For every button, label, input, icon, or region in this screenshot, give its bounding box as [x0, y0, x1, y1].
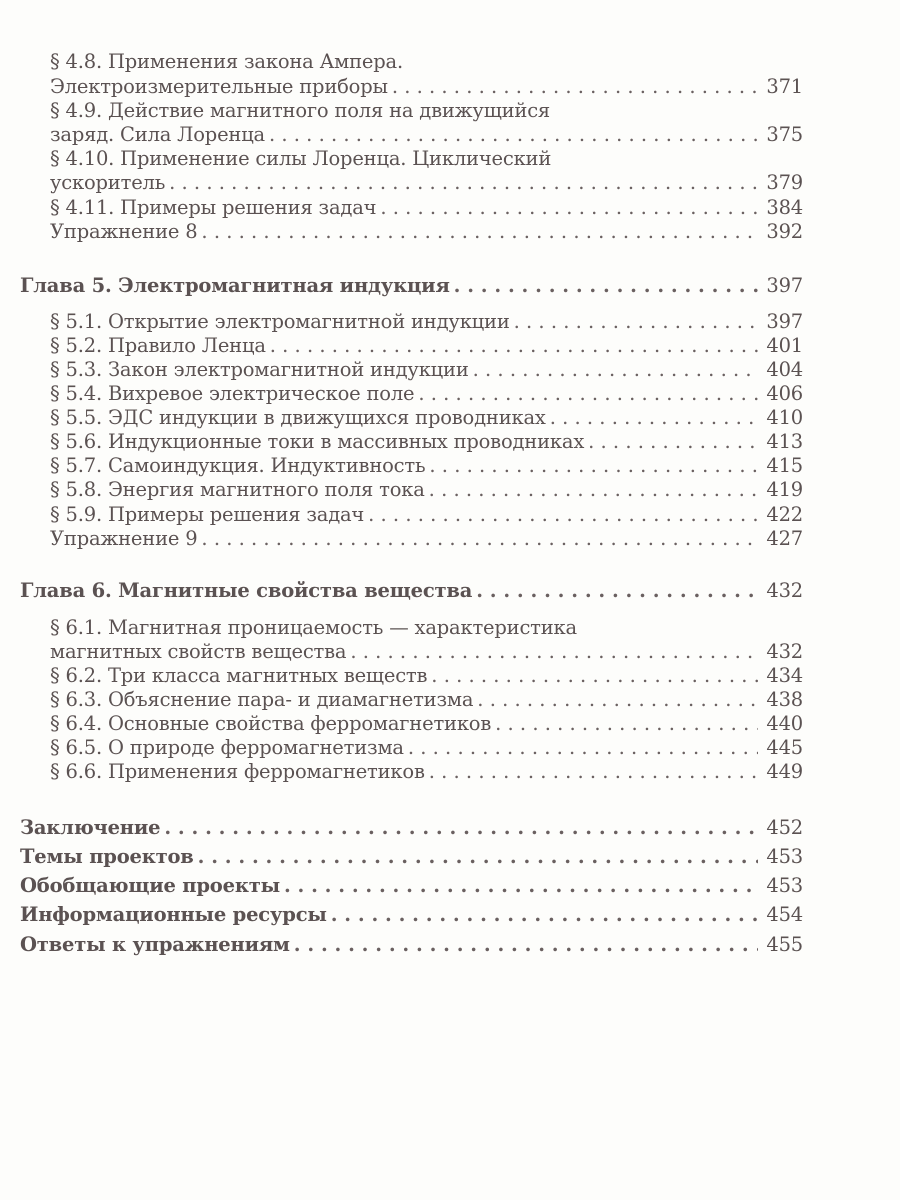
- toc-section-entry: [0, 357, 803, 383]
- dot-leader: [495, 711, 758, 737]
- dot-leader: [380, 195, 758, 221]
- toc-chapter-entry: [0, 902, 803, 928]
- toc-section-entry: [0, 429, 803, 455]
- page-number: 401: [766, 334, 803, 357]
- dot-leader: [201, 526, 758, 552]
- page-number: 384: [766, 196, 803, 219]
- toc-chapter-entry: [0, 844, 803, 870]
- dot-leader: [473, 357, 759, 383]
- toc-entry-first-line: [0, 98, 803, 124]
- page-number: 453: [766, 874, 803, 897]
- toc-chapter-entry: [0, 273, 803, 299]
- dot-leader: [270, 333, 759, 359]
- toc-section-entry: [0, 333, 803, 359]
- dot-leader: [408, 735, 759, 761]
- toc-entry-first-line: [0, 49, 803, 75]
- dot-leader: [454, 273, 759, 299]
- dot-leader: [429, 453, 758, 479]
- toc-section-entry: [0, 759, 803, 785]
- toc-section-entry: [0, 639, 803, 665]
- page-number: 397: [766, 310, 803, 333]
- toc-section-entry: [0, 74, 803, 100]
- dot-leader: [418, 381, 758, 407]
- page-number: 432: [766, 640, 803, 663]
- toc-chapter-entry: [0, 932, 803, 958]
- page-number: 397: [766, 274, 803, 297]
- page-number: 453: [766, 845, 803, 868]
- dot-leader: [429, 477, 759, 503]
- toc-section-entry: [0, 195, 803, 221]
- toc-entry-title: § 5.2. Правило Ленца: [50, 334, 266, 357]
- toc-entry-title: § 4.10. Применение силы Лоренца. Циклический: [50, 147, 552, 170]
- dot-leader: [284, 873, 758, 899]
- dot-leader: [476, 578, 758, 604]
- toc-entry-title: § 5.8. Энергия магнитного поля тока: [50, 478, 425, 501]
- toc-entry-title: § 6.4. Основные свойства ферромагнетиков: [50, 712, 492, 735]
- dot-leader: [201, 219, 758, 245]
- toc-section-entry: [0, 122, 803, 148]
- toc-section-entry: [0, 453, 803, 479]
- toc-section-entry: [0, 711, 803, 737]
- toc-entry-title: § 6.6. Применения ферромагнетиков: [50, 760, 425, 783]
- toc-entry-title: § 6.2. Три класса магнитных веществ: [50, 664, 428, 687]
- toc-entry-title: § 5.4. Вихревое электрическое поле: [50, 382, 415, 405]
- dot-leader: [477, 687, 758, 713]
- page-number: 379: [766, 171, 803, 194]
- page-number: 452: [766, 816, 803, 839]
- toc-section-entry: [0, 381, 803, 407]
- toc-chapter-entry: [0, 578, 803, 604]
- toc-entry-title: § 5.1. Открытие электромагнитной индукции: [50, 310, 510, 333]
- toc-entry-title: § 4.11. Примеры решения задач: [50, 196, 377, 219]
- toc-entry-title: § 4.8. Применения закона Ампера.: [50, 50, 403, 73]
- toc-entry-first-line: [0, 615, 803, 641]
- toc-section-entry: [0, 663, 803, 689]
- toc-entry-title: Упражнение 8: [50, 220, 198, 243]
- page-number: 455: [766, 933, 803, 956]
- page-number: 410: [766, 406, 803, 429]
- dot-leader: [368, 502, 758, 528]
- page-number: 434: [766, 664, 803, 687]
- page-number: 449: [766, 760, 803, 783]
- page-number: 427: [766, 527, 803, 550]
- dot-leader: [429, 759, 759, 785]
- toc-section-entry: [0, 687, 803, 713]
- toc-section-entry: [0, 405, 803, 431]
- page-number: 375: [766, 123, 803, 146]
- toc-section-entry: [0, 735, 803, 761]
- dot-leader: [269, 122, 758, 148]
- toc-entry-title: магнитных свойств вещества: [50, 640, 347, 663]
- toc-entry-title: Обобщающие проекты: [20, 874, 280, 897]
- toc-entry-title: § 5.5. ЭДС индукции в движущихся проводниках: [50, 406, 546, 429]
- toc-entry-title: Электроизмерительные приборы: [50, 75, 388, 98]
- toc-section-entry: [0, 309, 803, 335]
- dot-leader: [588, 429, 758, 455]
- dot-leader: [514, 309, 759, 335]
- page-number: 454: [766, 903, 803, 926]
- page-number: 440: [766, 712, 803, 735]
- page-number: 419: [766, 478, 803, 501]
- page-number: 445: [766, 736, 803, 759]
- toc-entry-title: заряд. Сила Лоренца: [50, 123, 265, 146]
- page-number: 438: [766, 688, 803, 711]
- toc-entry-title: § 5.3. Закон электромагнитной индукции: [50, 358, 469, 381]
- dot-leader: [164, 815, 758, 841]
- toc-entry-title: § 5.6. Индукционные токи в массивных проводниках: [50, 430, 585, 453]
- toc-entry-title: Ответы к упражнениям: [20, 933, 290, 956]
- dot-leader: [550, 405, 759, 431]
- dot-leader: [431, 663, 758, 689]
- toc-entry-title: § 6.1. Магнитная проницаемость — характеристика: [50, 616, 577, 639]
- toc-entry-title: § 6.3. Объяснение пара- и диамагнетизма: [50, 688, 474, 711]
- dot-leader: [198, 844, 759, 870]
- dot-leader: [294, 932, 759, 958]
- toc-section-entry: [0, 502, 803, 528]
- page-number: 422: [766, 503, 803, 526]
- toc-entry-title: § 6.5. О природе ферромагнетизма: [50, 736, 404, 759]
- page-number: 406: [766, 382, 803, 405]
- toc-entry-title: § 5.9. Примеры решения задач: [50, 503, 365, 526]
- toc-entry-title: Заключение: [20, 816, 161, 839]
- page-number: 432: [766, 579, 803, 602]
- toc-entry-title: Упражнение 9: [50, 527, 198, 550]
- toc-entry-title: ускоритель: [50, 171, 166, 194]
- page-number: 415: [766, 454, 803, 477]
- page-number: 413: [766, 430, 803, 453]
- toc-entry-title: Информационные ресурсы: [20, 903, 327, 926]
- dot-leader: [350, 639, 758, 665]
- toc-entry-title: § 5.7. Самоиндукция. Индуктивность: [50, 454, 426, 477]
- toc-entry-title: Глава 6. Магнитные свойства вещества: [20, 579, 473, 602]
- page-number: 404: [766, 358, 803, 381]
- toc-chapter-entry: [0, 873, 803, 899]
- dot-leader: [169, 170, 758, 196]
- toc-section-entry: [0, 170, 803, 196]
- toc-entry-title: Глава 5. Электромагнитная индукция: [20, 274, 450, 297]
- dot-leader: [392, 74, 759, 100]
- page-number: 392: [766, 220, 803, 243]
- page-number: 371: [766, 75, 803, 98]
- toc-section-entry: [0, 526, 803, 552]
- dot-leader: [331, 902, 759, 928]
- toc-section-entry: [0, 477, 803, 503]
- toc-entry-title: § 4.9. Действие магнитного поля на движущийся: [50, 99, 551, 122]
- toc-entry-title: Темы проектов: [20, 845, 194, 868]
- toc-chapter-entry: [0, 815, 803, 841]
- toc-section-entry: [0, 219, 803, 245]
- toc-entry-first-line: [0, 146, 803, 172]
